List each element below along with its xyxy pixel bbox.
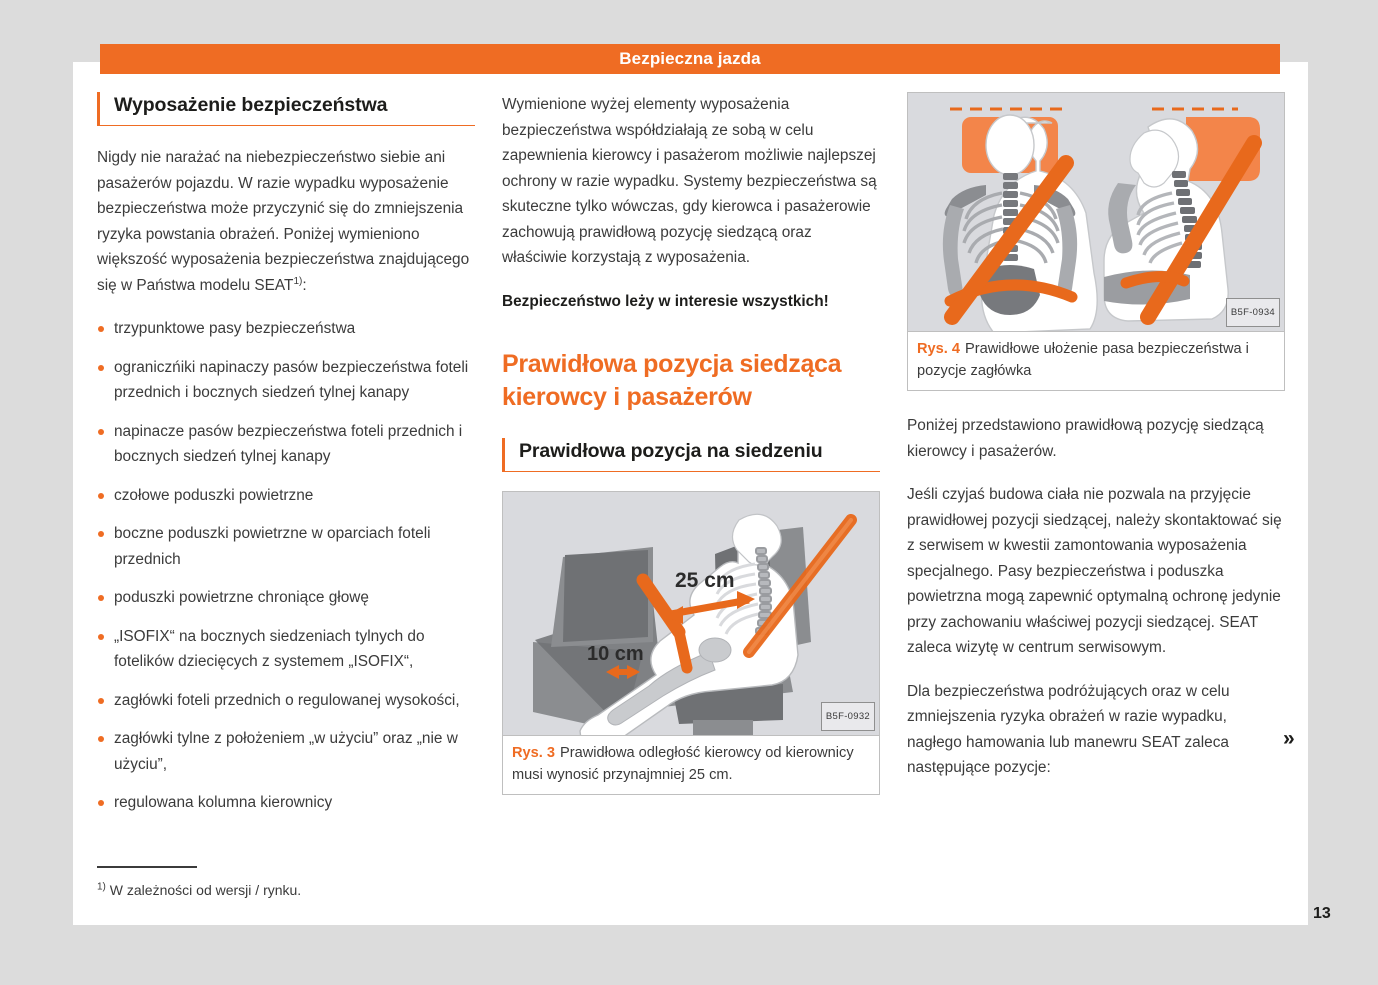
figure-3	[502, 491, 880, 795]
middle-paragraph-1: Wymienione wyżej elementy wyposażenia bezpieczeństwa współdziałają ze sobą w celu zapewnienia kierowcy i pasażerom możliwie najlepszej ochrony w razie wypadku. Systemy bezpieczeństwa są skuteczne tylko wówczas, gdy kierowca i pasażerowie zachowują prawidłową pozycję siedzącą oraz właściwie korzystają z wyposażenia.	[502, 96, 877, 266]
figure-3-caption	[503, 736, 879, 794]
safety-bold-note: Bezpieczeństwo leży w interesie wszystkich!	[502, 292, 829, 310]
chapter-title: Prawidłowa pozycja siedząca kierowcy i pasażerów	[502, 350, 842, 411]
figure-4-code: B5F-0934	[1226, 298, 1280, 328]
figure-3-image	[503, 492, 879, 736]
intro-colon: :	[302, 276, 307, 294]
figure-4	[907, 92, 1285, 391]
running-header-title: Bezpieczna jazda	[619, 49, 761, 68]
section-heading-correct-seating: Prawidłowa pozycja na siedzeniu	[502, 438, 880, 472]
list-item: boczne poduszki powietrzne w oparciach foteli przednich	[97, 521, 475, 572]
seating-position-illustration	[503, 492, 879, 735]
list-item: napinacze pasów bezpieczeństwa foteli przednich i bocznych siedzeń tylnej kanapy	[97, 419, 475, 470]
annotation-10cm: 10 cm	[587, 643, 644, 665]
figure-4-image	[908, 93, 1284, 332]
column-left	[97, 92, 475, 829]
page-number: 13	[1313, 905, 1331, 922]
footnote	[97, 866, 497, 901]
footnote-reference: 1)	[293, 275, 303, 287]
figure-4-caption-text: Prawidłowe ułożenie pasa bezpieczeństwa i pozycje zagłówka	[917, 341, 1249, 379]
footnote-line	[97, 879, 497, 901]
intro-paragraph	[97, 145, 475, 298]
list-item: zagłówki tylne z położeniem „w użyciu” oraz „nie w użyciu”,	[97, 726, 475, 777]
figure-4-caption	[908, 332, 1284, 390]
column-right	[907, 92, 1285, 781]
belt-and-headrest-illustration	[908, 93, 1284, 331]
right-paragraph-3: Dla bezpieczeństwa podróżujących oraz w celu zmniejszenia ryzyka obrażeń w razie wypadku, nagłego hamowania lub manewru SEAT zaleca następujące pozycje:	[907, 682, 1230, 776]
footnote-rule	[97, 866, 197, 868]
continuation-marker-icon: »	[1283, 727, 1295, 750]
annotation-25cm: 25 cm	[675, 569, 735, 592]
list-item: trzypunktowe pasy bezpieczeństwa	[97, 316, 475, 342]
column-middle	[502, 92, 880, 795]
running-header-bar	[100, 44, 1280, 74]
intro-text: Nigdy nie narażać na niebezpieczeństwo siebie ani pasażerów pojazdu. W razie wypadku wyposażenie bezpieczeństwa może przyczynić się do zmniejszenia ryzyka powstania obrażeń. Poniżej wymieniono większość wyposażenia bezpieczeństwa znajdującego się w Państwa modelu SEAT	[97, 149, 470, 294]
figure-3-label: Rys. 3	[512, 745, 555, 761]
list-item: regulowana kolumna kierownicy	[97, 790, 475, 816]
list-item: „ISOFIX“ na bocznych siedzeniach tylnych do fotelików dziecięcych z systemem „ISOFIX“,	[97, 624, 475, 675]
list-item: zagłówki foteli przednich o regulowanej wysokości,	[97, 688, 475, 714]
figure-3-caption-text: Prawidłowa odległość kierowcy od kierownicy musi wynosić przynajmniej 25 cm.	[512, 745, 854, 783]
figure-4-label: Rys. 4	[917, 341, 960, 357]
right-paragraph-1: Poniżej przedstawiono prawidłową pozycję siedzącą kierowcy i pasażerów.	[907, 417, 1264, 460]
footnote-marker: 1)	[97, 880, 106, 892]
figure-3-code: B5F-0932	[821, 702, 875, 732]
right-paragraph-2: Jeśli czyjaś budowa ciała nie pozwala na przyjęcie prawidłowej pozycji siedzącej, należy skontaktować się z serwisem w kwestii zamontowania wyposażenia specjalnego. Pasy bezpieczeństwa i poduszka powietrzna mogą zapewnić optymalną ochronę jedynie przy zachowaniu właściwej pozycji siedzącej. SEAT zaleca wizytę w centrum serwisowym.	[907, 486, 1282, 656]
section-heading-safety-equipment: Wyposażenie bezpieczeństwa	[97, 92, 475, 126]
list-item: czołowe poduszki powietrzne	[97, 483, 475, 509]
safety-equipment-list	[97, 316, 475, 816]
list-item: poduszki powietrzne chroniące głowę	[97, 585, 475, 611]
list-item: ograniczńiki napinaczy pasów bezpieczeństwa foteli przednich i bocznych siedzeń tylnej kanapy	[97, 355, 475, 406]
footnote-text: W zależności od wersji / rynku.	[109, 881, 302, 898]
